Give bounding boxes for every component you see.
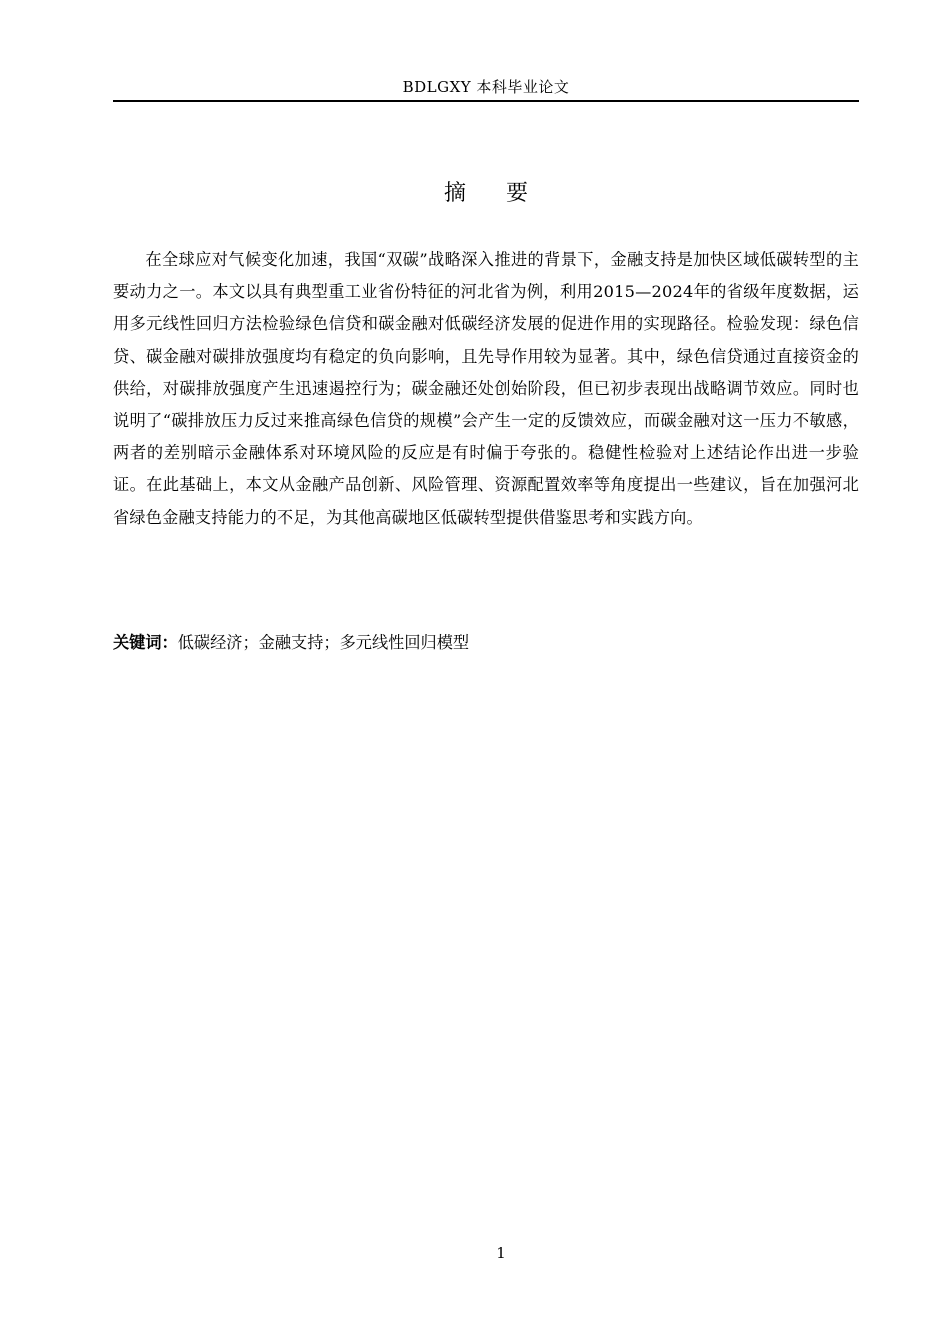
keywords-label: 关键词： <box>113 633 178 652</box>
abstract-title-char-2: 要 <box>506 181 529 206</box>
abstract-body: 在全球应对气候变化加速，我国“双碳”战略深入推进的背景下，金融支持是加快区域低碳转型的主要动力之一。本文以具有典型重工业省份特征的河北省为例，利用2015—2024年的省级年度数据，运用多元线性回归方法检验绿色信贷和碳金融对低碳经济发展的促进作用的实现路径。检验发现：绿色信贷、碳金融对碳排放强度均有稳定的负向影响，且先导作用较为显著。其中，绿色信贷通过直接资金的供给，对碳排放强度产生迅速遏控行为；碳金融还处创始阶段，但已初步表现出战略调节效应。同时也说明了“碳排放压力反过来推高绿色信贷的规模”会产生一定的反馈效应，而碳金融对这一压力不敏感，两者的差别暗示金融体系对环境风险的反应是有时偏于夸张的。稳健性检验对上述结论作出进一步验证。在此基础上，本文从金融产品创新、风险管理、资源配置效率等角度提出一些建议，旨在加强河北省绿色金融支持能力的不足，为其他高碳地区低碳转型提供借鉴思考和实践方向。 <box>113 250 859 527</box>
keywords-value: 低碳经济；金融支持；多元线性回归模型 <box>177 633 470 652</box>
abstract-title <box>113 178 859 210</box>
abstract-title-char-1: 摘 <box>443 181 466 206</box>
header-rule <box>113 100 859 102</box>
keywords-line <box>113 627 859 659</box>
running-header: BDLGXY 本科毕业论文 <box>402 78 570 96</box>
page-number: 1 <box>496 1244 506 1262</box>
